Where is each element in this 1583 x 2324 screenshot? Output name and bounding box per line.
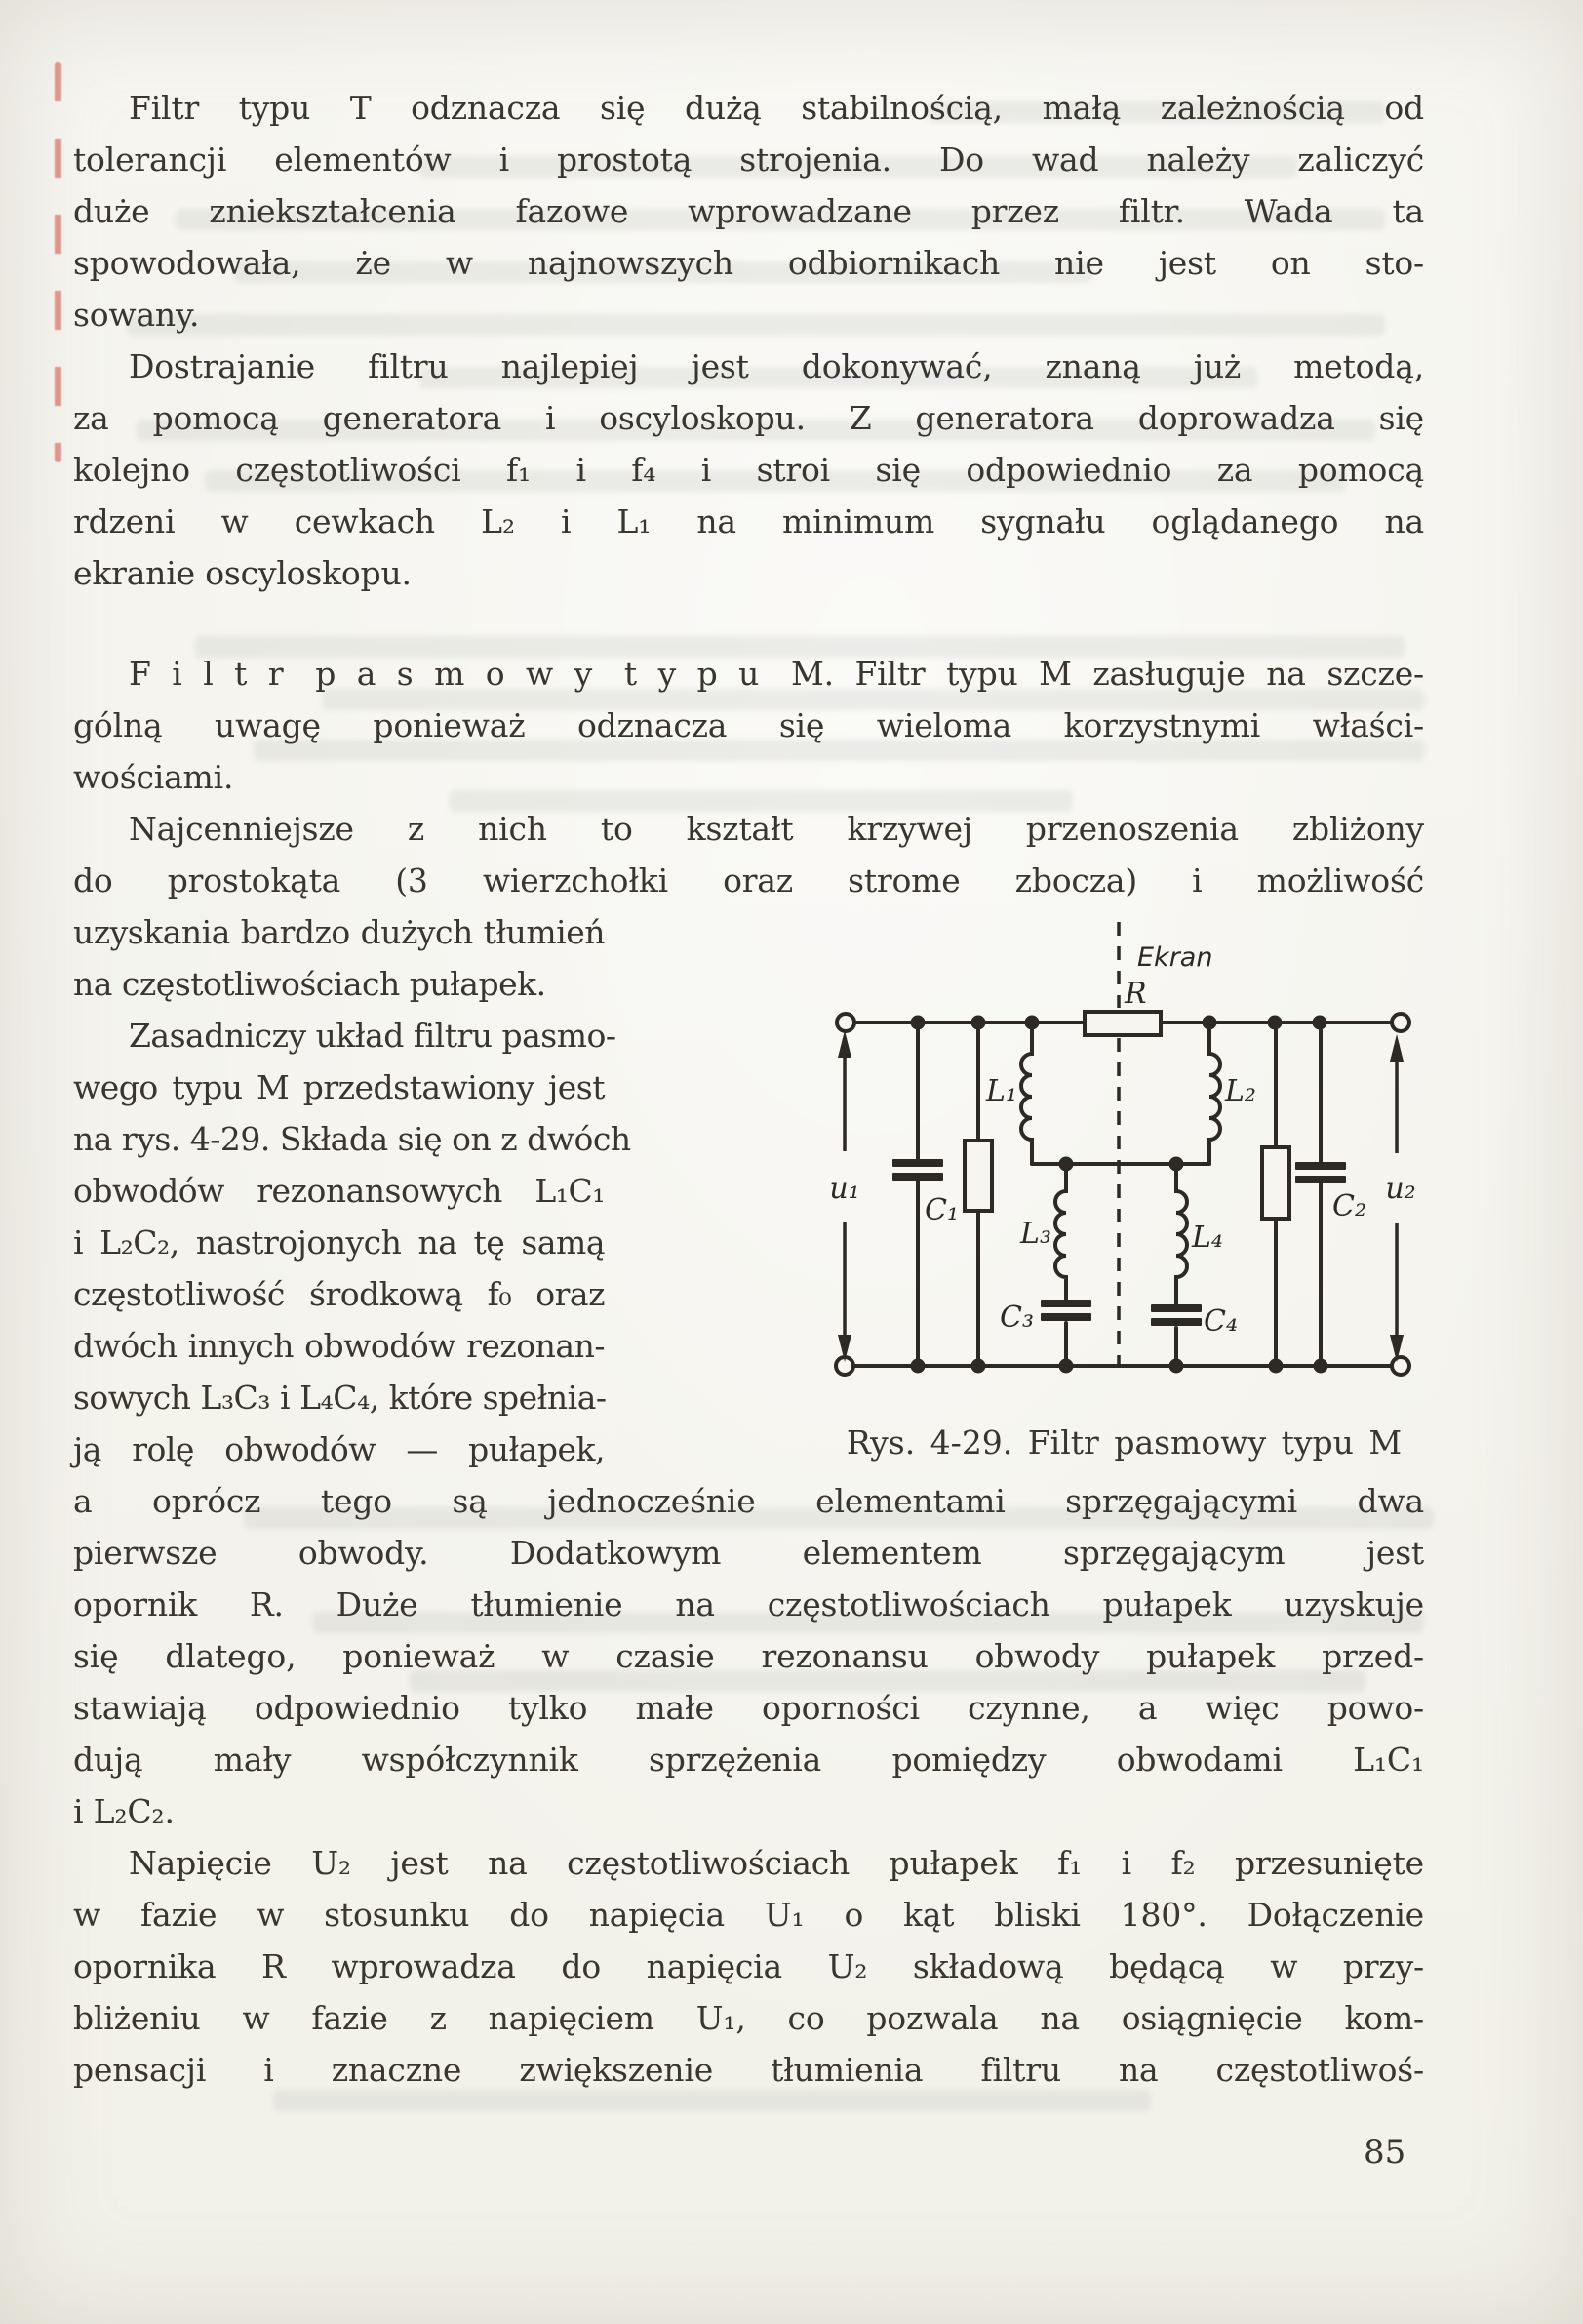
text-line: obwodów rezonansowych L₁C₁: [73, 1172, 605, 1210]
input-terminal-top: [837, 1014, 854, 1031]
text-line: Zasadniczy układ filtru pasmo-: [129, 1017, 616, 1055]
output-terminal-top: [1392, 1014, 1409, 1031]
text-line-section-heading: F i l t r p a s m o w y t y p u M. Filtr typu M zasługuje na szcze-: [129, 655, 1424, 693]
text-line: spowodowała, że w najnowszych odbiornikach nie jest on sto-: [73, 244, 1424, 282]
label-C2: C₂: [1332, 1189, 1366, 1223]
text-line: opornika R wprowadza do napięcia U₂ składową będącą w przy-: [73, 1947, 1424, 1985]
text-line: opornik R. Duże tłumienie na częstotliwościach pułapek uzyskuje: [73, 1585, 1424, 1623]
capacitor-C2: [1295, 1162, 1346, 1170]
text-line: uzyskania bardzo dużych tłumień: [73, 913, 605, 951]
text-line: Najcenniejsze z nich to kształt krzywej przenoszenia zbliżony: [129, 810, 1424, 848]
text-line: Filtr typu T odznacza się dużą stabilnością, małą zależnością od: [129, 89, 1424, 127]
text-line: wego typu M przedstawiony jest: [73, 1068, 605, 1106]
inductor-L1: [1021, 1022, 1032, 1164]
text-line: Dostrajanie filtru najlepiej jest dokonywać, znaną już metodą,: [129, 347, 1424, 385]
text-line: sowany.: [73, 296, 200, 334]
text-line: ją rolę obwodów — pułapek,: [73, 1430, 605, 1468]
text-line: stawiają odpowiednio tylko małe oporności czynne, a więc powo-: [73, 1689, 1424, 1727]
capacitor-C1: [892, 1159, 943, 1167]
text-line: tolerancji elementów i prostotą strojenia. Do wad należy zaliczyć: [73, 140, 1424, 179]
label-L1: L₁: [986, 1074, 1017, 1108]
page-number: 85: [1364, 2133, 1406, 2172]
text-line: w fazie w stosunku do napięcia U₁ o kąt bliski 180°. Dołączenie: [73, 1896, 1424, 1934]
text-line: ekranie oscyloskopu.: [73, 554, 412, 592]
capacitor-C3: [1041, 1300, 1091, 1307]
text-line: na częstotliwościach pułapek.: [73, 965, 546, 1003]
resistor-R: [1085, 1012, 1161, 1035]
capacitor-C3: [1041, 1313, 1091, 1321]
label-ekran: Ekran: [1137, 942, 1213, 973]
text-line: rdzeni w cewkach L₂ i L₁ na minimum sygnału oglądanego na: [73, 502, 1424, 541]
text-line: dwóch innych obwodów rezonan-: [73, 1327, 605, 1365]
capacitor-C1: [892, 1173, 943, 1181]
left-resonator-element: [965, 1141, 992, 1211]
text-line: pierwsze obwody. Dodatkowym elementem sprzęgającym jest: [73, 1534, 1424, 1572]
capacitor-C4: [1151, 1304, 1202, 1312]
text-line: się dlatego, ponieważ w czasie rezonansu obwody pułapek przed-: [73, 1637, 1424, 1675]
trap-L4-C4-branch: [1176, 1164, 1187, 1366]
text-line: bliżeniu w fazie z napięciem U₁, co pozwala na osiągnięcie kom-: [73, 1999, 1424, 2037]
right-resonator-element: [1262, 1147, 1289, 1219]
trap-L3-C3-branch: [1055, 1164, 1066, 1366]
figure-caption: Rys. 4-29. Filtr pasmowy typu M: [846, 1423, 1403, 1462]
text-line: wościami.: [73, 758, 234, 796]
text-line: częstotliwość środkową f₀ oraz: [73, 1275, 605, 1313]
inductor-L2: [1209, 1022, 1220, 1164]
text-line: pensacji i znaczne zwiększenie tłumienia filtru na częstotliwoś-: [73, 2051, 1424, 2089]
label-L3: L₃: [1020, 1217, 1051, 1251]
text-line: do prostokąta (3 wierzchołki oraz strome zbocza) i możliwość: [73, 861, 1424, 900]
circuit-diagram: [824, 912, 1424, 1381]
terminals: [836, 1014, 1409, 1375]
capacitor-C4: [1151, 1318, 1202, 1326]
text-line: dują mały współczynnik sprzężenia pomiędzy obwodami L₁C₁: [73, 1741, 1424, 1779]
label-L4: L₄: [1192, 1221, 1223, 1255]
label-C4: C₄: [1204, 1304, 1238, 1339]
text-line: Napięcie U₂ jest na częstotliwościach pułapek f₁ i f₂ przesunięte: [129, 1844, 1424, 1882]
text-line: kolejno częstotliwości f₁ i f₄ i stroi się odpowiednio za pomocą: [73, 451, 1424, 489]
red-margin-mark: [55, 62, 61, 462]
label-R: R: [1125, 977, 1147, 1011]
label-C1: C₁: [925, 1193, 959, 1227]
capacitor-C2: [1295, 1176, 1346, 1183]
text-line: duże zniekształcenia fazowe wprowadzane przez filtr. Wada ta: [73, 192, 1424, 230]
label-u2: u₂: [1385, 1172, 1416, 1206]
text-line: sowych L₃C₃ i L₄C₄, które spełnia-: [73, 1379, 607, 1417]
text-line: i L₂C₂, nastrojonych na tę samą: [73, 1223, 605, 1262]
text-line: za pomocą generatora i oscyloskopu. Z generatora doprowadza się: [73, 399, 1424, 437]
figure-rys-4-29: [824, 912, 1424, 1462]
text-line: gólną uwagę ponieważ odznacza się wieloma korzystnymi właści-: [73, 706, 1424, 744]
output-terminal-bottom: [1392, 1357, 1409, 1375]
text-line: a oprócz tego są jednocześnie elementami sprzęgającymi dwa: [73, 1482, 1424, 1520]
label-L2: L₂: [1225, 1074, 1256, 1108]
text-line: i L₂C₂.: [73, 1792, 175, 1830]
text-line: na rys. 4-29. Składa się on z dwóch: [73, 1120, 631, 1158]
label-C3: C₃: [1000, 1301, 1034, 1335]
label-u1: u₁: [829, 1172, 860, 1206]
